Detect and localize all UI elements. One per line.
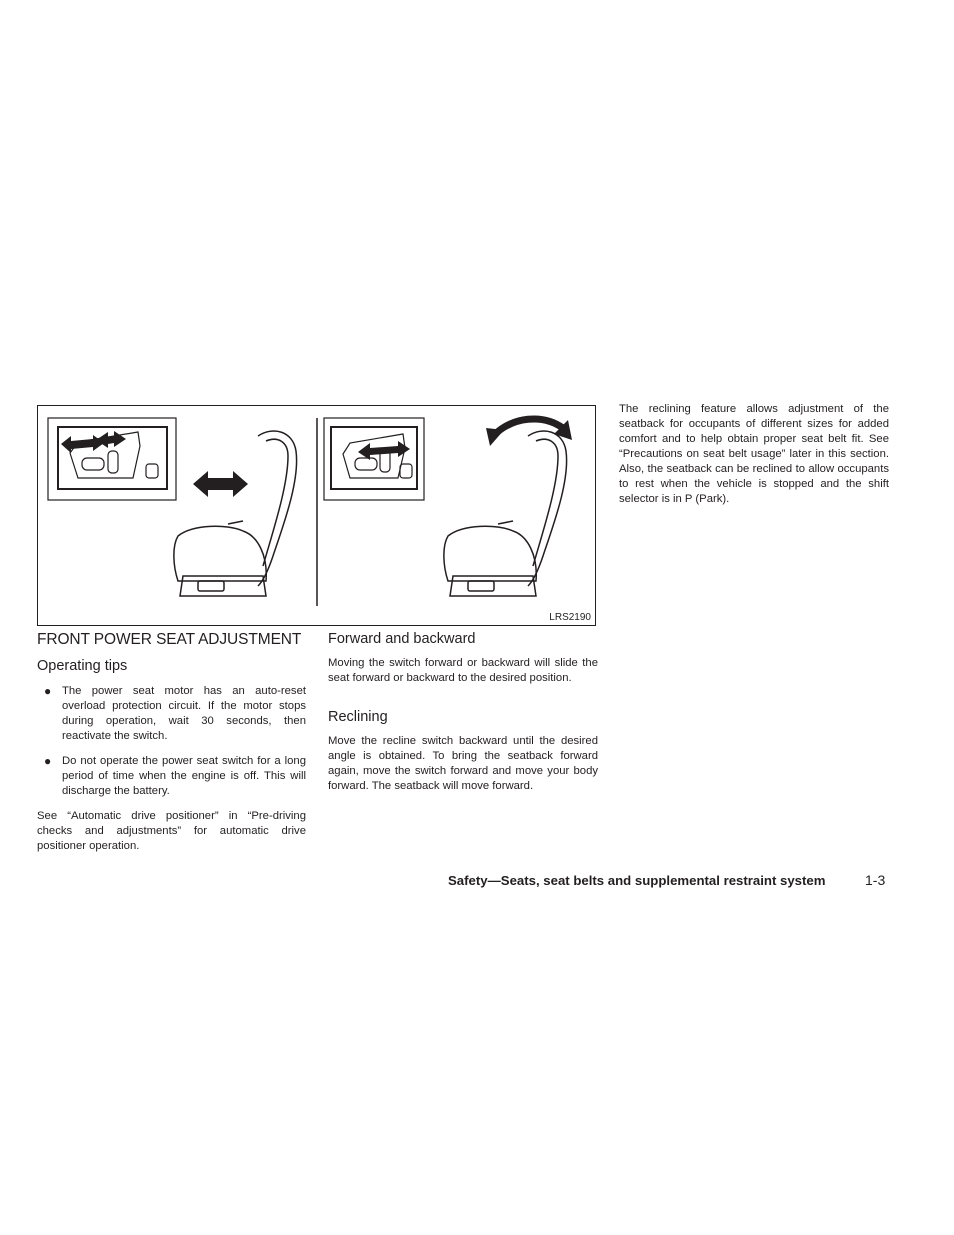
left-switch-arrow [61,431,126,453]
reclining-text: Move the recline switch backward until the desired angle is obtained. To bring the seatback forward again, move the switch forward and move your body forward. The seatback will move forward. [328,735,598,792]
footer-section-title: Safety—Seats, seat belts and supplemental restraint system [448,873,826,888]
recline-arrow [486,419,572,446]
list-item: Do not operate the power seat switch for a long period of time when the engine is off. This will discharge the battery. [62,755,306,797]
seat-adjustment-figure [37,405,596,626]
see-also-note: See “Automatic drive positioner” in “Pre-driving checks and adjustments” for automatic drive positioner operation. [37,810,306,852]
seat-illustration [38,406,595,625]
left-seat-icon [174,431,297,596]
right-seat-icon [444,431,567,596]
right-seat-switch-icon [343,434,412,478]
reclining-feature-text: The reclining feature allows adjustment of the seatback for occupants of different sizes for added comfort and to help obtain proper seat belt fit. See “Precautions on seat belt usage” later in this section. Also, the seatback can be reclined to allow occupants to rest when the vehicle is stopped and the shift selector is in P (Park). [619,403,889,505]
bullet-marker: ● [44,754,52,768]
operating-tips-heading: Operating tips [37,658,128,674]
section-heading: FRONT POWER SEAT ADJUSTMENT [37,631,302,648]
reclining-heading: Reclining [328,709,388,725]
right-switch-arrow [358,441,410,460]
forward-backward-text: Moving the switch forward or backward will slide the seat forward or backward to the desired position. [328,657,598,684]
figure-code: LRS2190 [549,612,591,623]
list-item: The power seat motor has an auto-reset overload protection circuit. If the motor stops during operation, wait 30 seconds, then reactivate the switch. [62,685,306,742]
left-inset-frame [48,418,176,500]
page-number: 1-3 [865,872,886,888]
bullet-marker: ● [44,684,52,698]
forward-backward-arrow [193,471,248,497]
forward-backward-heading: Forward and backward [328,631,476,647]
